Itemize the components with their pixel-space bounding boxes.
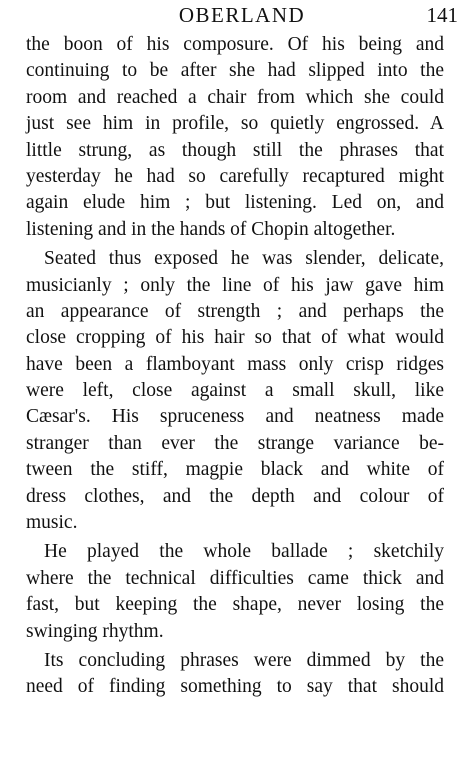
paragraph bbox=[26, 539, 444, 645]
text-line: need of finding something to say that should bbox=[26, 676, 444, 698]
page-header bbox=[26, 2, 458, 28]
text-line: room and reached a chair from which she could bbox=[26, 86, 444, 108]
text-line: have been a flamboyant mass only crisp ridges bbox=[26, 353, 444, 375]
text-line: the boon of his composure. Of his being and bbox=[26, 34, 444, 55]
text-line: Cæsar's. His spruceness and neatness made bbox=[26, 406, 444, 428]
text-line: where the technical difficulties came thick and bbox=[26, 567, 444, 589]
text-line: just see him in profile, so quietly engrossed. A bbox=[26, 113, 444, 135]
text-line: listening and in the hands of Chopin altogether. bbox=[26, 218, 396, 240]
running-title: OBERLAND bbox=[178, 3, 306, 27]
text-line: an appearance of strength ; and perhaps the bbox=[26, 300, 444, 322]
text-line: were left, close against a small skull, like bbox=[26, 380, 444, 402]
paragraph bbox=[26, 32, 444, 243]
text-line: Its concluding phrases were dimmed by the bbox=[44, 649, 444, 671]
text-line: again elude him ; but listening. Led on, and bbox=[26, 192, 444, 214]
paragraph bbox=[26, 648, 444, 701]
text-line: musicianly ; only the line of his jaw gave him bbox=[26, 274, 444, 296]
text-line: tween the stiff, magpie black and white of bbox=[26, 459, 444, 481]
text-line: music. bbox=[26, 512, 78, 534]
text-line: swinging rhythm. bbox=[26, 620, 164, 642]
text-line: yesterday he had so carefully recaptured might bbox=[26, 165, 444, 187]
text-line: He played the whole ballade ; sketchily bbox=[44, 541, 444, 563]
text-line: dress clothes, and the depth and colour of bbox=[26, 485, 444, 507]
body-text bbox=[26, 32, 444, 701]
text-line: fast, but keeping the shape, never losing the bbox=[26, 594, 444, 616]
text-line: close cropping of his hair so that of what would bbox=[26, 327, 444, 349]
text-line: stranger than ever the strange variance be- bbox=[26, 432, 444, 454]
paragraph bbox=[26, 246, 444, 536]
text-line: little strung, as though still the phrases that bbox=[26, 139, 444, 161]
page-number: 141 bbox=[426, 3, 458, 27]
text-line: continuing to be after she had slipped into the bbox=[26, 60, 444, 82]
text-line: Seated thus exposed he was slender, delicate, bbox=[44, 248, 444, 270]
